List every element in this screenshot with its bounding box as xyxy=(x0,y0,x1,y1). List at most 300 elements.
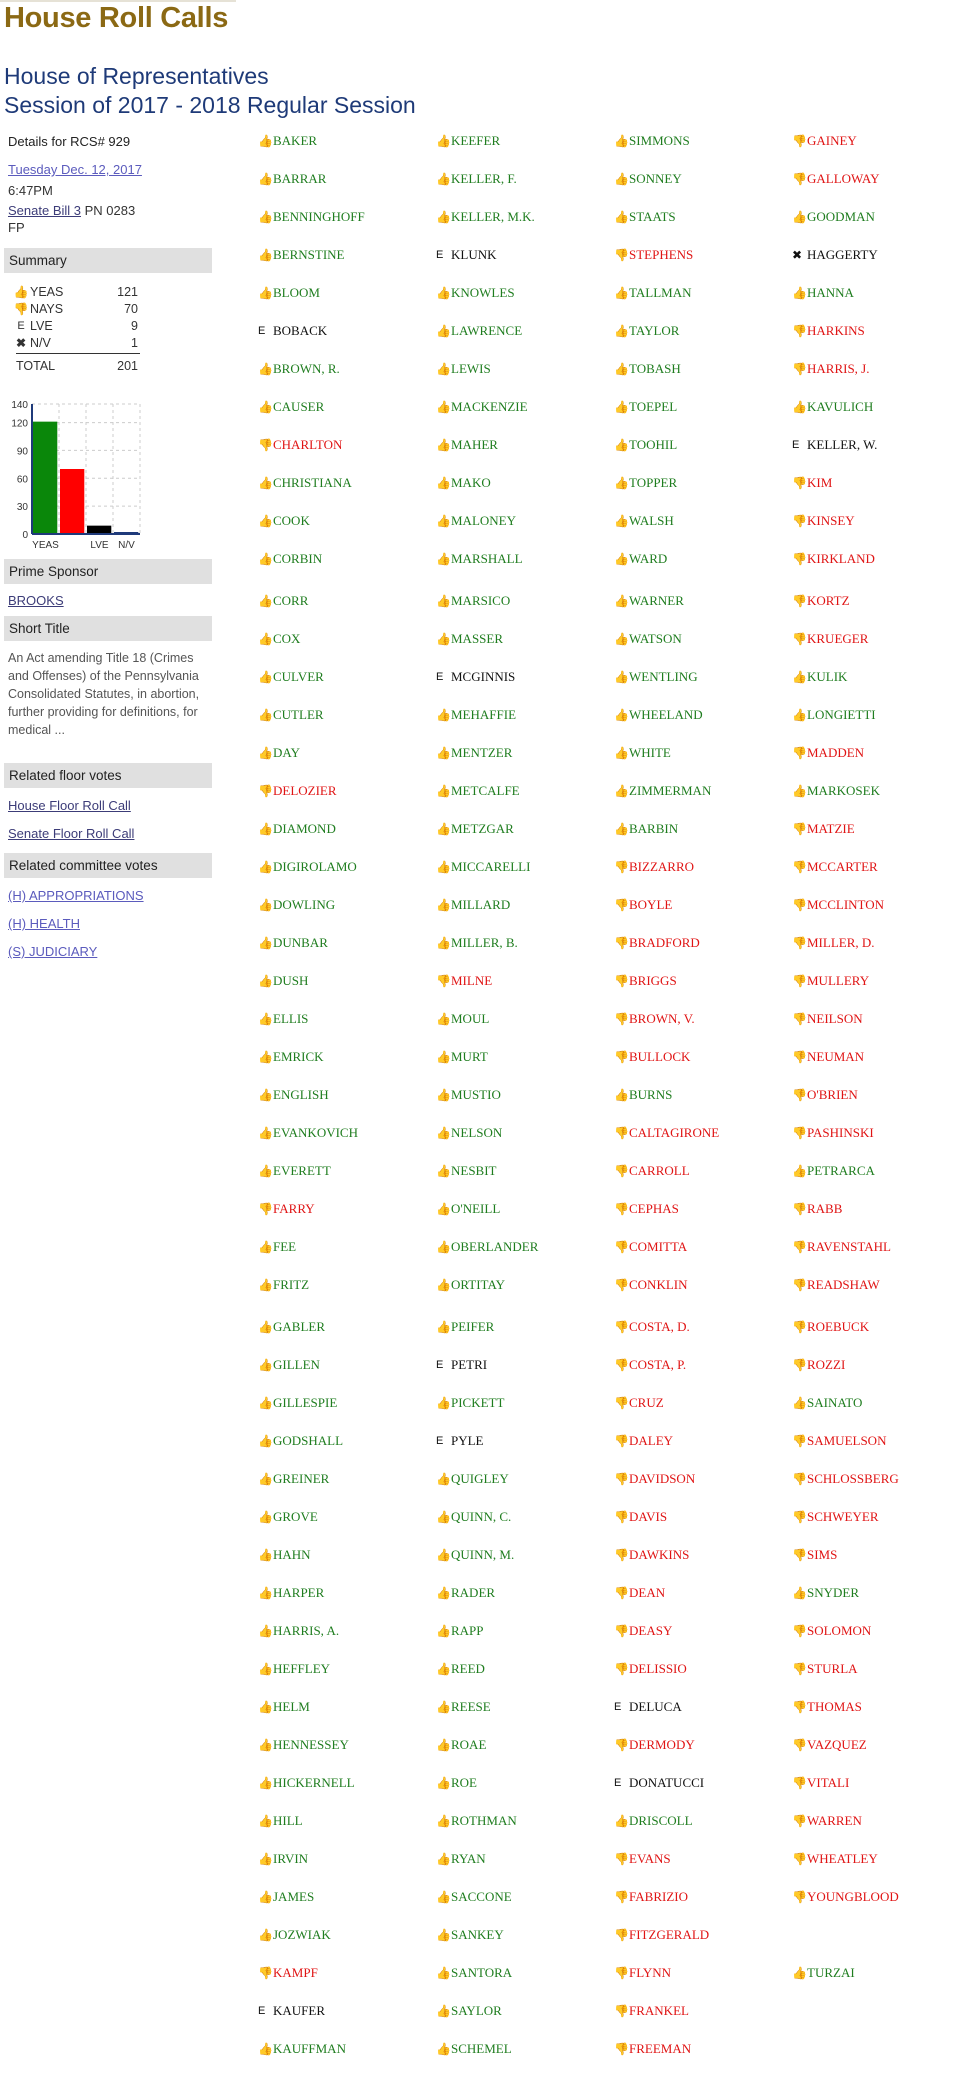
member-vote xyxy=(436,783,520,799)
member-name: TOBASH xyxy=(629,361,681,376)
member-name: WALSH xyxy=(629,513,674,528)
bill-link[interactable]: Senate Bill 3 xyxy=(8,203,81,218)
thumbs-up-icon: 👍 xyxy=(436,1586,451,1600)
member-vote xyxy=(614,973,677,989)
member-name: SOLOMON xyxy=(807,1623,872,1638)
member-vote xyxy=(792,935,875,951)
thumbs-up-icon: 👍 xyxy=(436,822,451,836)
member-name: GAINEY xyxy=(807,133,857,148)
member-vote xyxy=(792,1433,886,1449)
member-name: FARRY xyxy=(273,1201,315,1216)
member-name: GROVE xyxy=(273,1509,318,1524)
thumbs-up-icon: 👍 xyxy=(258,362,273,376)
member-name: BLOOM xyxy=(273,285,320,300)
member-vote xyxy=(614,513,674,529)
member-name: READSHAW xyxy=(807,1277,880,1292)
member-vote xyxy=(614,1087,672,1103)
member-name: KAUFER xyxy=(273,2003,326,2018)
short-title-header: Short Title xyxy=(4,616,212,641)
thumbs-down-icon: 👎 xyxy=(614,1126,629,1140)
thumbs-up-icon: 👍 xyxy=(436,1814,451,1828)
thumbs-up-icon: 👍 xyxy=(436,1890,451,1904)
thumbs-down-icon: 👎 xyxy=(792,1548,807,1562)
summary-total-count: 201 xyxy=(117,358,138,373)
member-vote xyxy=(614,437,677,453)
thumbs-up-icon: 👍 xyxy=(436,1240,451,1254)
member-vote xyxy=(792,745,864,761)
member-name: EMRICK xyxy=(273,1049,324,1064)
thumbs-up-icon: 👍 xyxy=(258,1472,273,1486)
member-name: COMITTA xyxy=(629,1239,688,1254)
thumbs-down-icon: 👎 xyxy=(614,1548,629,1562)
member-vote xyxy=(792,821,855,837)
member-name: CAUSER xyxy=(273,399,325,414)
member-name: MENTZER xyxy=(451,745,513,760)
member-name: KAVULICH xyxy=(807,399,874,414)
member-vote xyxy=(792,1889,899,1905)
member-vote xyxy=(258,1547,311,1563)
member-name: ROEBUCK xyxy=(807,1319,870,1334)
thumbs-down-icon: 👎 xyxy=(792,1240,807,1254)
member-name: GILLESPIE xyxy=(273,1395,338,1410)
thumbs-down-icon: 👎 xyxy=(792,1202,807,1216)
thumbs-up-icon: 👍 xyxy=(436,1928,451,1942)
member-name: BROWN, R. xyxy=(273,361,340,376)
member-name: HARKINS xyxy=(807,323,865,338)
thumbs-down-icon: 👎 xyxy=(436,974,451,988)
member-name: GOODMAN xyxy=(807,209,875,224)
thumbs-up-icon: 👍 xyxy=(258,1164,273,1178)
thumbs-up-icon: 👍 xyxy=(258,974,273,988)
member-vote xyxy=(614,1239,687,1255)
member-name: BENNINGHOFF xyxy=(273,209,365,224)
member-vote xyxy=(614,209,676,225)
member-vote xyxy=(436,1623,484,1639)
member-vote xyxy=(436,1851,486,1867)
member-name: DEAN xyxy=(629,1585,666,1600)
details-panel xyxy=(4,130,212,961)
thumbs-down-icon: 👎 xyxy=(614,248,629,262)
member-name: MARSHALL xyxy=(451,551,523,566)
member-vote xyxy=(436,513,516,529)
thumbs-up-icon: 👍 xyxy=(258,1510,273,1524)
thumbs-up-icon: 👍 xyxy=(436,860,451,874)
thumbs-up-icon: 👍 xyxy=(436,1738,451,1752)
member-vote xyxy=(436,1201,500,1217)
member-vote xyxy=(258,285,320,301)
member-vote xyxy=(436,973,492,989)
member-vote xyxy=(792,133,857,149)
thumbs-up-icon: 👍 xyxy=(436,898,451,912)
member-vote xyxy=(792,1471,899,1487)
thumbs-down-icon: 👎 xyxy=(614,2004,629,2018)
member-vote xyxy=(614,323,679,339)
member-vote xyxy=(792,1277,880,1293)
date-link[interactable]: Tuesday Dec. 12, 2017 xyxy=(8,162,142,177)
house-floor-roll-call-link[interactable]: House Floor Roll Call xyxy=(8,798,131,813)
member-vote xyxy=(436,1509,511,1525)
member-vote xyxy=(614,707,703,723)
member-name: QUINN, C. xyxy=(451,1509,512,1524)
member-vote xyxy=(436,1395,504,1411)
summary-lve-count: 9 xyxy=(131,318,138,333)
thumbs-up-icon: 👍 xyxy=(436,1012,451,1026)
member-name: HAGGERTY xyxy=(807,247,878,262)
thumbs-down-icon: 👎 xyxy=(258,438,273,452)
thumbs-up-icon: 👍 xyxy=(258,286,273,300)
member-name: CARROLL xyxy=(629,1163,690,1178)
member-vote xyxy=(614,593,684,609)
thumbs-down-icon: 👎 xyxy=(792,1278,807,1292)
member-name: LAWRENCE xyxy=(451,323,523,338)
member-name: KRUEGER xyxy=(807,631,869,646)
member-name: DERMODY xyxy=(629,1737,695,1752)
excused-icon: E xyxy=(614,1701,622,1713)
member-name: NEILSON xyxy=(807,1011,863,1026)
member-name: PETRARCA xyxy=(807,1163,875,1178)
thumbs-down-icon: 👎 xyxy=(792,1088,807,1102)
member-name: ELLIS xyxy=(273,1011,309,1026)
member-name: ROZZI xyxy=(807,1357,846,1372)
member-vote xyxy=(258,1319,325,1335)
member-name: QUIGLEY xyxy=(451,1471,509,1486)
member-vote xyxy=(258,209,365,225)
summary-nays-count: 70 xyxy=(124,301,138,316)
thumbs-up-icon: 👍 xyxy=(614,552,629,566)
member-vote xyxy=(614,1163,690,1179)
member-vote xyxy=(258,1585,324,1601)
member-name: FLYNN xyxy=(629,1965,672,1980)
thumbs-up-icon: 👍 xyxy=(258,248,273,262)
member-name: FRITZ xyxy=(273,1277,310,1292)
member-name: MILNE xyxy=(451,973,493,988)
thumbs-up-icon: 👍 xyxy=(614,708,629,722)
thumbs-up-icon: 👍 xyxy=(258,2042,273,2056)
member-vote xyxy=(258,1125,358,1141)
member-name: MUSTIO xyxy=(451,1087,501,1102)
member-name: MARKOSEK xyxy=(807,783,880,798)
member-name: TURZAI xyxy=(807,1965,855,1980)
committee-vote-appropriations-link[interactable]: (H) APPROPRIATIONS xyxy=(8,888,144,903)
member-vote xyxy=(258,1087,329,1103)
thumbs-down-icon: 👎 xyxy=(614,1202,629,1216)
member-vote xyxy=(614,745,671,761)
member-name: WARREN xyxy=(807,1813,862,1828)
thumbs-up-icon: 👍 xyxy=(436,286,451,300)
member-name: MCGINNIS xyxy=(451,669,516,684)
thumbs-up-icon: 👍 xyxy=(436,362,451,376)
member-name: QUINN, M. xyxy=(451,1547,515,1562)
member-vote xyxy=(436,897,510,913)
member-name: CORR xyxy=(273,593,309,608)
thumbs-up-icon: 👍 xyxy=(436,1278,451,1292)
member-name: BARRAR xyxy=(273,171,327,186)
member-vote xyxy=(436,1889,512,1905)
prime-sponsor-link[interactable]: BROOKS xyxy=(8,593,64,608)
senate-floor-roll-call-link[interactable]: Senate Floor Roll Call xyxy=(8,826,135,841)
excused-icon: E xyxy=(792,439,800,451)
member-name: STURLA xyxy=(807,1661,858,1676)
thumbs-up-icon: 👍 xyxy=(258,1738,273,1752)
thumbs-down-icon: 👎 xyxy=(792,936,807,950)
member-name: KAMPF xyxy=(273,1965,318,1980)
member-name: COX xyxy=(273,631,301,646)
summary-total-label: TOTAL xyxy=(16,358,56,373)
member-name: KORTZ xyxy=(807,593,850,608)
details-header: Details for RCS# 929 xyxy=(8,134,131,149)
member-vote xyxy=(614,1547,689,1563)
member-vote xyxy=(436,1239,538,1255)
thumbs-up-icon: 👍 xyxy=(436,1396,451,1410)
member-name: MALONEY xyxy=(451,513,516,528)
thumbs-up-icon: 👍 xyxy=(436,324,451,338)
member-name: MASSER xyxy=(451,631,504,646)
thumbs-up-icon: 👍 xyxy=(792,784,807,798)
member-name: DEASY xyxy=(629,1623,673,1638)
bill-line xyxy=(8,202,212,219)
chart-y-tick-label: 120 xyxy=(11,418,28,430)
thumbs-down-icon: 👎 xyxy=(792,898,807,912)
thumbs-up-icon: 👍 xyxy=(614,324,629,338)
member-vote xyxy=(792,247,878,263)
member-name: SAMUELSON xyxy=(807,1433,887,1448)
thumbs-up-icon: 👍 xyxy=(258,1700,273,1714)
thumbs-up-icon: 👍 xyxy=(614,134,629,148)
member-name: SIMMONS xyxy=(629,133,690,148)
member-vote xyxy=(258,745,300,761)
member-vote xyxy=(436,551,523,567)
member-name: ROTHMAN xyxy=(451,1813,517,1828)
member-vote xyxy=(436,669,515,685)
member-name: CALTAGIRONE xyxy=(629,1125,720,1140)
member-vote xyxy=(258,1357,320,1373)
member-vote xyxy=(792,1585,859,1601)
committee-vote-health-link[interactable]: (H) HEALTH xyxy=(8,916,80,931)
member-vote xyxy=(436,437,498,453)
member-name: O'BRIEN xyxy=(807,1087,858,1102)
member-name: RYAN xyxy=(451,1851,486,1866)
member-vote xyxy=(436,1277,505,1293)
thumbs-down-icon: 👎 xyxy=(258,1202,273,1216)
member-name: CHRISTIANA xyxy=(273,475,352,490)
member-name: KELLER, W. xyxy=(807,437,878,452)
thumbs-down-icon: 👎 xyxy=(792,476,807,490)
member-vote xyxy=(258,897,335,913)
thumbs-up-icon: 👍 xyxy=(614,476,629,490)
member-name: REED xyxy=(451,1661,485,1676)
member-name: FEE xyxy=(273,1239,297,1254)
member-vote xyxy=(614,247,693,263)
member-vote xyxy=(258,1201,315,1217)
member-name: MARSICO xyxy=(451,593,511,608)
member-name: BURNS xyxy=(629,1087,673,1102)
member-vote xyxy=(436,1927,504,1943)
member-vote xyxy=(792,437,877,453)
excused-icon: E xyxy=(436,671,444,683)
thumbs-down-icon: 👎 xyxy=(792,1358,807,1372)
member-vote xyxy=(258,1927,331,1943)
thumbs-up-icon: 👍 xyxy=(258,1278,273,1292)
thumbs-up-icon: 👍 xyxy=(614,1088,629,1102)
excused-icon: E xyxy=(436,1359,444,1371)
member-name: GODSHALL xyxy=(273,1433,344,1448)
member-vote xyxy=(614,821,678,837)
thumbs-down-icon: 👎 xyxy=(792,1050,807,1064)
member-vote xyxy=(792,1509,879,1525)
member-vote xyxy=(614,1623,672,1639)
thumbs-up-icon: 👍 xyxy=(436,936,451,950)
thumbs-down-icon: 👎 xyxy=(614,1966,629,1980)
member-name: KIRKLAND xyxy=(807,551,875,566)
member-vote xyxy=(614,1889,688,1905)
member-vote xyxy=(614,1851,671,1867)
member-name: RAVENSTAHL xyxy=(807,1239,891,1254)
member-vote xyxy=(436,1471,509,1487)
thumbs-up-icon: 👍 xyxy=(436,1776,451,1790)
thumbs-down-icon: 👎 xyxy=(614,1012,629,1026)
member-name: VAZQUEZ xyxy=(807,1737,867,1752)
member-name: SONNEY xyxy=(629,171,682,186)
member-vote xyxy=(792,1087,858,1103)
chart-bar xyxy=(87,526,111,534)
member-vote xyxy=(614,783,711,799)
member-name: DIGIROLAMO xyxy=(273,859,357,874)
thumbs-up-icon: 👍 xyxy=(436,1126,451,1140)
member-vote xyxy=(614,171,682,187)
member-vote xyxy=(436,1049,488,1065)
prime-sponsor-header: Prime Sponsor xyxy=(4,559,212,584)
member-name: HICKERNELL xyxy=(273,1775,355,1790)
member-name: CEPHAS xyxy=(629,1201,679,1216)
thumbs-up-icon: 👍 xyxy=(436,1088,451,1102)
thumbs-up-icon: 👍 xyxy=(436,1548,451,1562)
thumbs-down-icon: 👎 xyxy=(792,1662,807,1676)
member-name: YOUNGBLOOD xyxy=(807,1889,899,1904)
vote-bar-chart xyxy=(4,398,144,548)
member-vote xyxy=(436,361,491,377)
member-name: MEHAFFIE xyxy=(451,707,517,722)
thumbs-up-icon: 👍 xyxy=(258,1396,273,1410)
thumbs-up-icon: 👍 xyxy=(614,172,629,186)
member-vote xyxy=(436,1737,486,1753)
member-name: WATSON xyxy=(629,631,682,646)
member-name: WHITE xyxy=(629,745,671,760)
member-name: OBERLANDER xyxy=(451,1239,539,1254)
member-vote xyxy=(614,1927,709,1943)
member-name: DUNBAR xyxy=(273,935,328,950)
member-name: BRIGGS xyxy=(629,973,677,988)
thumbs-down-icon: 👎 xyxy=(792,1852,807,1866)
member-name: BAKER xyxy=(273,133,318,148)
member-vote xyxy=(436,1775,477,1791)
member-name: BULLOCK xyxy=(629,1049,691,1064)
member-vote xyxy=(258,437,342,453)
member-name: O'NEILL xyxy=(451,1201,501,1216)
summary-total-row xyxy=(12,357,212,374)
member-vote xyxy=(436,859,530,875)
thumbs-up-icon: 👍 xyxy=(258,1358,273,1372)
thumbs-up-icon: 👍 xyxy=(258,1776,273,1790)
committee-vote-judiciary-link[interactable]: (S) JUDICIARY xyxy=(8,944,98,959)
thumbs-up-icon: 👍 xyxy=(258,1126,273,1140)
member-name: BRADFORD xyxy=(629,935,700,950)
member-vote xyxy=(792,475,832,491)
member-name: VITALI xyxy=(807,1775,850,1790)
thumbs-down-icon: 👎 xyxy=(13,301,29,316)
member-vote xyxy=(614,399,677,415)
chart-x-tick-label: N/V xyxy=(118,540,135,548)
member-vote xyxy=(436,2041,512,2057)
member-name: TOEPEL xyxy=(629,399,678,414)
member-name: BOBACK xyxy=(273,323,328,338)
thumbs-up-icon: 👍 xyxy=(614,784,629,798)
member-name: WARNER xyxy=(629,593,684,608)
member-name: LEWIS xyxy=(451,361,491,376)
member-name: BIZZARRO xyxy=(629,859,694,874)
member-name: MILLER, B. xyxy=(451,935,518,950)
thumbs-down-icon: 👎 xyxy=(614,860,629,874)
member-name: GABLER xyxy=(273,1319,325,1334)
member-name: PETRI xyxy=(451,1357,488,1372)
member-vote xyxy=(792,1201,842,1217)
member-name: BROWN, V. xyxy=(629,1011,695,1026)
thumbs-down-icon: 👎 xyxy=(614,1240,629,1254)
thumbs-up-icon: 👍 xyxy=(258,708,273,722)
member-vote xyxy=(614,2041,691,2057)
thumbs-up-icon: 👍 xyxy=(13,284,29,299)
thumbs-up-icon: 👍 xyxy=(436,708,451,722)
thumbs-up-icon: 👍 xyxy=(436,1662,451,1676)
member-vote xyxy=(614,475,677,491)
member-vote xyxy=(258,1623,339,1639)
member-name: REESE xyxy=(451,1699,491,1714)
member-vote xyxy=(436,1661,485,1677)
member-vote xyxy=(258,361,340,377)
member-vote xyxy=(792,631,868,647)
chart-x-tick-label: YEAS xyxy=(32,540,59,548)
excused-icon: E xyxy=(258,325,266,337)
member-vote xyxy=(258,2003,325,2019)
thumbs-down-icon: 👎 xyxy=(614,1434,629,1448)
member-name: HARRIS, A. xyxy=(273,1623,340,1638)
thumbs-down-icon: 👎 xyxy=(258,1966,273,1980)
member-name: STAATS xyxy=(629,209,676,224)
member-name: ORTITAY xyxy=(451,1277,506,1292)
member-vote xyxy=(792,551,875,567)
thumbs-down-icon: 👎 xyxy=(792,1814,807,1828)
thumbs-down-icon: 👎 xyxy=(614,1396,629,1410)
thumbs-down-icon: 👎 xyxy=(614,1164,629,1178)
member-name: KEEFER xyxy=(451,133,501,148)
member-name: KULIK xyxy=(807,669,848,684)
member-vote xyxy=(614,935,700,951)
member-vote xyxy=(436,247,497,263)
member-name: RAPP xyxy=(451,1623,484,1638)
thumbs-up-icon: 👍 xyxy=(614,514,629,528)
chart-y-tick-label: 60 xyxy=(16,474,28,486)
thumbs-down-icon: 👎 xyxy=(614,1586,629,1600)
member-vote xyxy=(792,1813,862,1829)
summary-lve-label: LVE xyxy=(30,318,53,333)
member-vote xyxy=(792,783,880,799)
thumbs-up-icon: 👍 xyxy=(258,746,273,760)
member-name: GREINER xyxy=(273,1471,330,1486)
member-vote xyxy=(614,1509,667,1525)
member-vote xyxy=(792,1357,845,1373)
member-vote xyxy=(258,859,357,875)
member-name: FRANKEL xyxy=(629,2003,689,2018)
thumbs-up-icon: 👍 xyxy=(258,1662,273,1676)
